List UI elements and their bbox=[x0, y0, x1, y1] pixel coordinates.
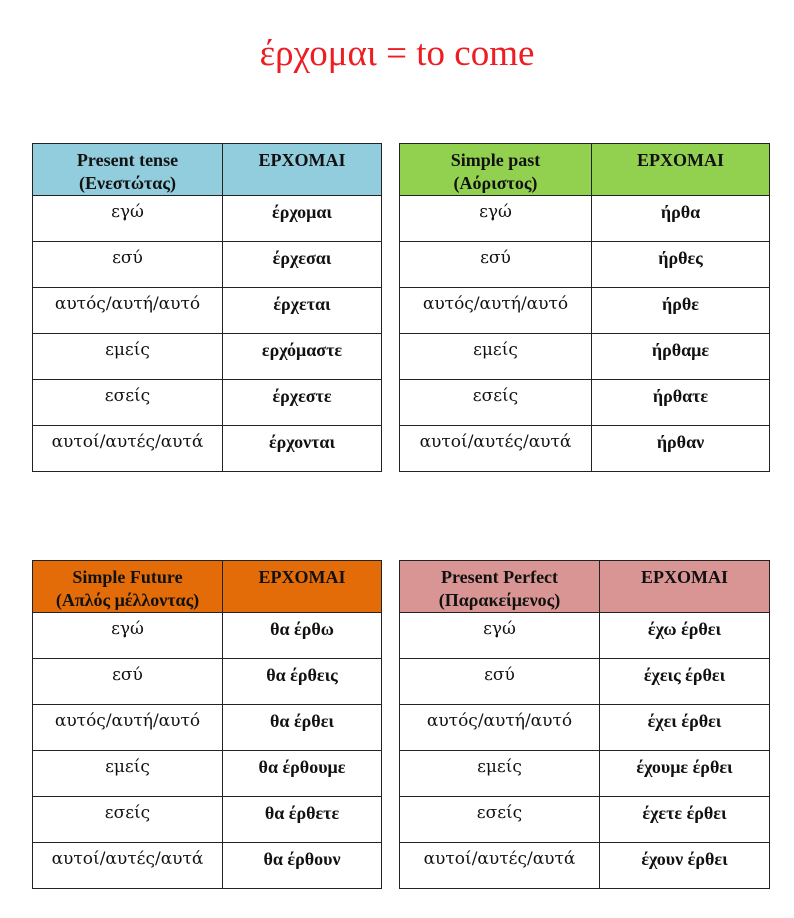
pronoun-cell: εγώ bbox=[33, 196, 223, 242]
tense-greek-name: (Απλός μέλλοντας) bbox=[55, 590, 200, 610]
table-row bbox=[400, 613, 770, 659]
table-row bbox=[400, 334, 770, 380]
table-row bbox=[33, 797, 382, 843]
pronoun-cell: εσύ bbox=[33, 659, 223, 705]
verb-form-cell: έχεις έρθει bbox=[600, 659, 770, 705]
table-row bbox=[33, 705, 382, 751]
pronoun-cell: εγώ bbox=[400, 196, 592, 242]
pronoun-cell: εσείς bbox=[33, 797, 223, 843]
table-row bbox=[400, 242, 770, 288]
present-tense-table bbox=[32, 143, 382, 472]
table-row bbox=[400, 659, 770, 705]
verb-form-cell: θα έρθεις bbox=[223, 659, 382, 705]
table-row bbox=[400, 797, 770, 843]
tense-greek-name: (Ενεστώτας) bbox=[79, 173, 176, 193]
verb-form-cell: έχετε έρθει bbox=[600, 797, 770, 843]
pronoun-cell: εμείς bbox=[33, 751, 223, 797]
pronoun-cell: εσύ bbox=[400, 242, 592, 288]
verb-form-cell: έρχεται bbox=[223, 288, 382, 334]
verb-form-cell: θα έρθουν bbox=[223, 843, 382, 889]
verb-header-cell: ΕΡΧΟΜΑΙ bbox=[223, 561, 382, 613]
pronoun-cell: αυτός/αυτή/αυτό bbox=[33, 288, 223, 334]
table-row bbox=[400, 380, 770, 426]
tense-header-cell bbox=[33, 561, 223, 613]
verb-header-cell: ΕΡΧΟΜΑΙ bbox=[223, 144, 382, 196]
pronoun-cell: αυτοί/αυτές/αυτά bbox=[33, 426, 223, 472]
table-header-row bbox=[400, 561, 770, 613]
pronoun-cell: αυτοί/αυτές/αυτά bbox=[400, 843, 600, 889]
pronoun-cell: εμείς bbox=[33, 334, 223, 380]
simple-past-table bbox=[399, 143, 770, 472]
tense-header-cell bbox=[33, 144, 223, 196]
tense-name: Present tense bbox=[76, 150, 179, 170]
table-row bbox=[33, 380, 382, 426]
table-row bbox=[33, 613, 382, 659]
pronoun-cell: εμείς bbox=[400, 751, 600, 797]
pronoun-cell: εμείς bbox=[400, 334, 592, 380]
verb-form-cell: έχουν έρθει bbox=[600, 843, 770, 889]
verb-form-cell: έχω έρθει bbox=[600, 613, 770, 659]
table-row bbox=[33, 751, 382, 797]
verb-form-cell: έρχομαι bbox=[223, 196, 382, 242]
pronoun-cell: εσύ bbox=[400, 659, 600, 705]
table-row bbox=[400, 426, 770, 472]
pronoun-cell: αυτός/αυτή/αυτό bbox=[400, 705, 600, 751]
table-row bbox=[33, 659, 382, 705]
table-row bbox=[400, 751, 770, 797]
tense-name: Present Perfect bbox=[440, 567, 559, 587]
tense-greek-name: (Παρακείμενος) bbox=[438, 590, 561, 610]
table-row bbox=[400, 288, 770, 334]
simple-future-table bbox=[32, 560, 382, 889]
verb-form-cell: ήρθε bbox=[592, 288, 770, 334]
pronoun-cell: εσύ bbox=[33, 242, 223, 288]
tense-header-cell bbox=[400, 144, 592, 196]
verb-form-cell: ήρθες bbox=[592, 242, 770, 288]
verb-form-cell: ήρθαν bbox=[592, 426, 770, 472]
table-row bbox=[33, 242, 382, 288]
verb-form-cell: θα έρθουμε bbox=[223, 751, 382, 797]
table-row bbox=[33, 426, 382, 472]
verb-form-cell: θα έρθει bbox=[223, 705, 382, 751]
pronoun-cell: εγώ bbox=[33, 613, 223, 659]
pronoun-cell: αυτοί/αυτές/αυτά bbox=[33, 843, 223, 889]
table-row bbox=[400, 196, 770, 242]
table-row bbox=[33, 288, 382, 334]
pronoun-cell: εσείς bbox=[400, 797, 600, 843]
table-row bbox=[400, 705, 770, 751]
pronoun-cell: εσείς bbox=[33, 380, 223, 426]
verb-header-cell: ΕΡΧΟΜΑΙ bbox=[600, 561, 770, 613]
tense-name: Simple Future bbox=[72, 567, 183, 587]
page-title: έρχομαι = to come bbox=[259, 33, 535, 74]
verb-form-cell: έρχεστε bbox=[223, 380, 382, 426]
verb-form-cell: θα έρθω bbox=[223, 613, 382, 659]
tense-greek-name: (Αόριστος) bbox=[453, 173, 538, 193]
table-header-row bbox=[33, 561, 382, 613]
pronoun-cell: εσείς bbox=[400, 380, 592, 426]
tense-header-cell bbox=[400, 561, 600, 613]
pronoun-cell: αυτός/αυτή/αυτό bbox=[400, 288, 592, 334]
tense-name: Simple past bbox=[450, 150, 541, 170]
verb-form-cell: έχει έρθει bbox=[600, 705, 770, 751]
verb-form-cell: θα έρθετε bbox=[223, 797, 382, 843]
verb-form-cell: έρχονται bbox=[223, 426, 382, 472]
present-perfect-table bbox=[399, 560, 770, 889]
table-header-row bbox=[400, 144, 770, 196]
table-row bbox=[33, 196, 382, 242]
verb-form-cell: έρχεσαι bbox=[223, 242, 382, 288]
verb-form-cell: ήρθαμε bbox=[592, 334, 770, 380]
table-header-row bbox=[33, 144, 382, 196]
pronoun-cell: εγώ bbox=[400, 613, 600, 659]
verb-header-cell: ΕΡΧΟΜΑΙ bbox=[592, 144, 770, 196]
table-row bbox=[33, 334, 382, 380]
table-row bbox=[33, 843, 382, 889]
verb-form-cell: ήρθα bbox=[592, 196, 770, 242]
pronoun-cell: αυτοί/αυτές/αυτά bbox=[400, 426, 592, 472]
verb-form-cell: έχουμε έρθει bbox=[600, 751, 770, 797]
verb-form-cell: ερχόμαστε bbox=[223, 334, 382, 380]
pronoun-cell: αυτός/αυτή/αυτό bbox=[33, 705, 223, 751]
table-row bbox=[400, 843, 770, 889]
verb-form-cell: ήρθατε bbox=[592, 380, 770, 426]
